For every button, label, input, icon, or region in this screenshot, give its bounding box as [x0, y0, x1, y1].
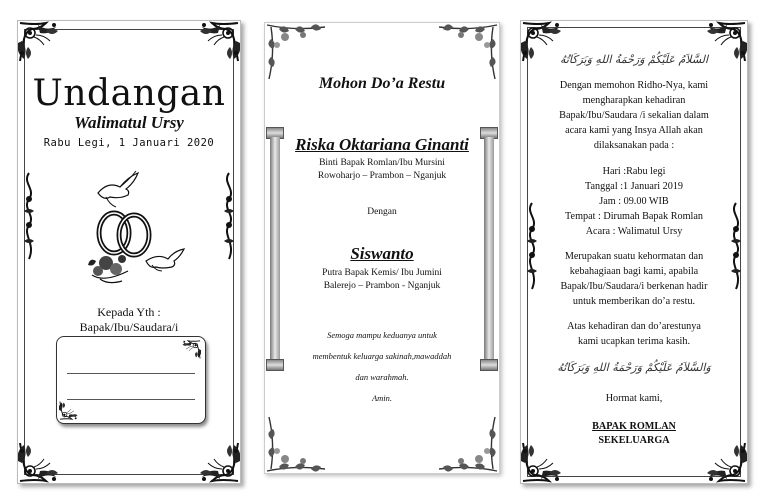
thanks-line: Atas kehadiran dan do’arestunya — [567, 321, 701, 332]
name-line — [67, 373, 195, 374]
groom-parents: Putra Bapak Kemis/ Ibu Jumini — [322, 268, 442, 278]
verse-line: Semoga mampu keduanya untuk — [327, 330, 437, 340]
invitation-title: Undangan — [32, 73, 226, 114]
recipient-line-1: Kepada Yth : — [97, 305, 161, 319]
intro-line: acara kami yang Insya Allah akan — [565, 125, 703, 136]
invitation-cover-panel — [17, 20, 241, 484]
rings-doves-icon — [76, 163, 188, 287]
arabic-closing: وَالسَّلاَمُ عَلَيْكُمْ وَرَحْمَةُ اللهِ وَبَرَكَاتُهُ — [557, 361, 711, 374]
verse-line: dan warahmah. — [355, 372, 409, 382]
corner-ornament-icon — [184, 21, 240, 69]
event-details — [521, 164, 747, 239]
thanks-paragraph — [521, 319, 747, 349]
invitation-subtitle: Walimatul Ursy — [74, 113, 184, 132]
vine-ornament-icon — [265, 413, 335, 473]
groom-name: Siswanto — [350, 244, 414, 263]
honor-line: kebahagiaan bagi kami, apabila — [569, 266, 699, 277]
intro-paragraph — [521, 78, 747, 153]
vine-ornament-icon — [429, 23, 499, 83]
side-ornament-icon — [22, 171, 36, 261]
name-line — [67, 399, 195, 400]
intro-line: Bapak/Ibu/Saudara /i sekalian dalam — [559, 110, 709, 121]
bride-name: Riska Oktariana Ginanti — [295, 135, 469, 154]
honor-line: untuk memberikan do’a restu. — [572, 296, 696, 307]
event-name: Acara : Walimatul Ursy — [585, 226, 683, 237]
honor-line: Merupakan suatu kehormatan dan — [564, 251, 704, 262]
intro-line: dilaksanakan pada : — [593, 140, 675, 151]
groom-address: Balerejo – Prambon - Nganjuk — [323, 281, 441, 291]
recipient-line-2: Bapak/Ibu/Saudara/i — [79, 320, 179, 334]
event-day: Hari :Rabu legi — [602, 166, 666, 177]
recipient-label — [18, 305, 240, 335]
vine-ornament-icon — [265, 23, 335, 83]
event-date: Rabu Legi, 1 Januari 2020 — [43, 137, 215, 149]
prayer-verse — [265, 325, 499, 409]
verse-line: Amin. — [371, 393, 393, 403]
closing-regards: Hormat kami, — [605, 393, 663, 404]
event-date: Tanggal :1 Januari 2019 — [584, 181, 684, 192]
intro-line: Dengan memohon Ridho-Nya, kami — [559, 80, 709, 91]
corner-ornament-icon — [18, 435, 74, 483]
couple-panel — [264, 22, 500, 474]
honor-paragraph — [521, 249, 747, 309]
corner-ornament-icon — [184, 435, 240, 483]
bride-parents: Binti Bapak Romlan/Ibu Mursini — [319, 158, 445, 168]
signer-family: SEKELUARGA — [598, 435, 670, 446]
corner-ornament-icon — [18, 21, 74, 69]
verse-line: membentuk keluarga sakinah,mawaddah — [312, 351, 452, 361]
event-place: Tempat : Dirumah Bapak Romlan — [565, 211, 703, 222]
side-ornament-icon — [222, 171, 236, 261]
event-details-panel — [520, 20, 748, 484]
recipient-name-box — [56, 336, 206, 424]
signer-name: BAPAK ROMLAN — [592, 421, 676, 432]
event-time: Jam : 09.00 WIB — [599, 196, 669, 207]
honor-line: Bapak/Ibu/Saudara/i berkenan hadir — [560, 281, 708, 292]
connector-text: Dengan — [367, 207, 397, 217]
box-corner-ornament-icon — [175, 339, 201, 363]
thanks-line: kami ucapkan terima kasih. — [577, 336, 691, 347]
vine-ornament-icon — [429, 413, 499, 473]
box-corner-ornament-icon — [59, 397, 85, 421]
intro-line: mengharapkan kehadiran — [582, 95, 686, 106]
arabic-greeting: السَّلاَمُ عَلَيْكُمْ وَرَحْمَةُ اللهِ وَبَرَكَاتُهُ — [559, 53, 709, 66]
bride-address: Rowoharjo – Prambon – Nganjuk — [317, 171, 447, 181]
blessing-heading: Mohon Do’a Restu — [318, 75, 446, 92]
